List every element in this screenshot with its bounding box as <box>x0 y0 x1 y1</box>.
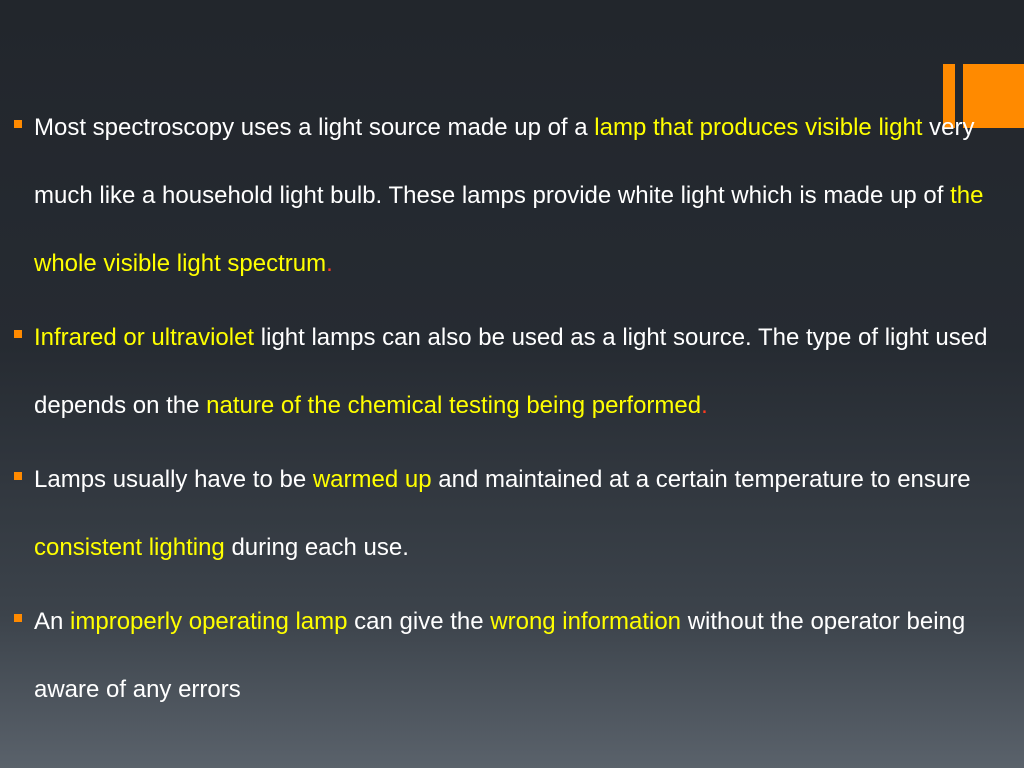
bullet-text: Most spectroscopy uses a light source made up of a <box>34 114 595 141</box>
highlight-text: Infrared or ultraviolet <box>34 324 255 351</box>
square-bullet-icon <box>14 330 22 338</box>
square-bullet-icon <box>14 120 22 128</box>
bullet-text: without the operator being aware of any errors <box>34 608 966 703</box>
highlight-text: nature of the chemical testing being performed <box>206 392 702 419</box>
bullet-text: very much like a household light bulb. These lamps provide white light which is made up of <box>34 114 975 209</box>
bullet-item-1 <box>14 94 1009 298</box>
highlight-text: improperly operating lamp <box>70 608 348 635</box>
highlight-text: the whole visible light spectrum <box>34 182 984 277</box>
highlight-text: consistent lighting <box>34 534 225 561</box>
bullet-text: during each use. <box>224 534 409 561</box>
bullet-text: light lamps can also be used as a light source. The type of light used depends on the <box>34 324 988 419</box>
bullet-text: and maintained at a certain temperature to ensure <box>431 466 971 493</box>
bullet-item-4 <box>14 588 1009 724</box>
bullet-list <box>14 94 1009 730</box>
bullet-text: An <box>34 608 71 635</box>
highlight-text: wrong information <box>490 608 682 635</box>
bullet-text: Lamps usually have to be <box>34 466 313 493</box>
square-bullet-icon <box>14 472 22 480</box>
bullet-item-3 <box>14 446 1009 582</box>
square-bullet-icon <box>14 614 22 622</box>
highlight-text: lamp that produces visible light <box>594 114 923 141</box>
bullet-item-2 <box>14 304 1009 440</box>
bullet-text: can give the <box>347 608 491 635</box>
period-mark: . <box>701 392 708 419</box>
period-mark: . <box>326 250 333 277</box>
highlight-text: warmed up <box>312 466 432 493</box>
